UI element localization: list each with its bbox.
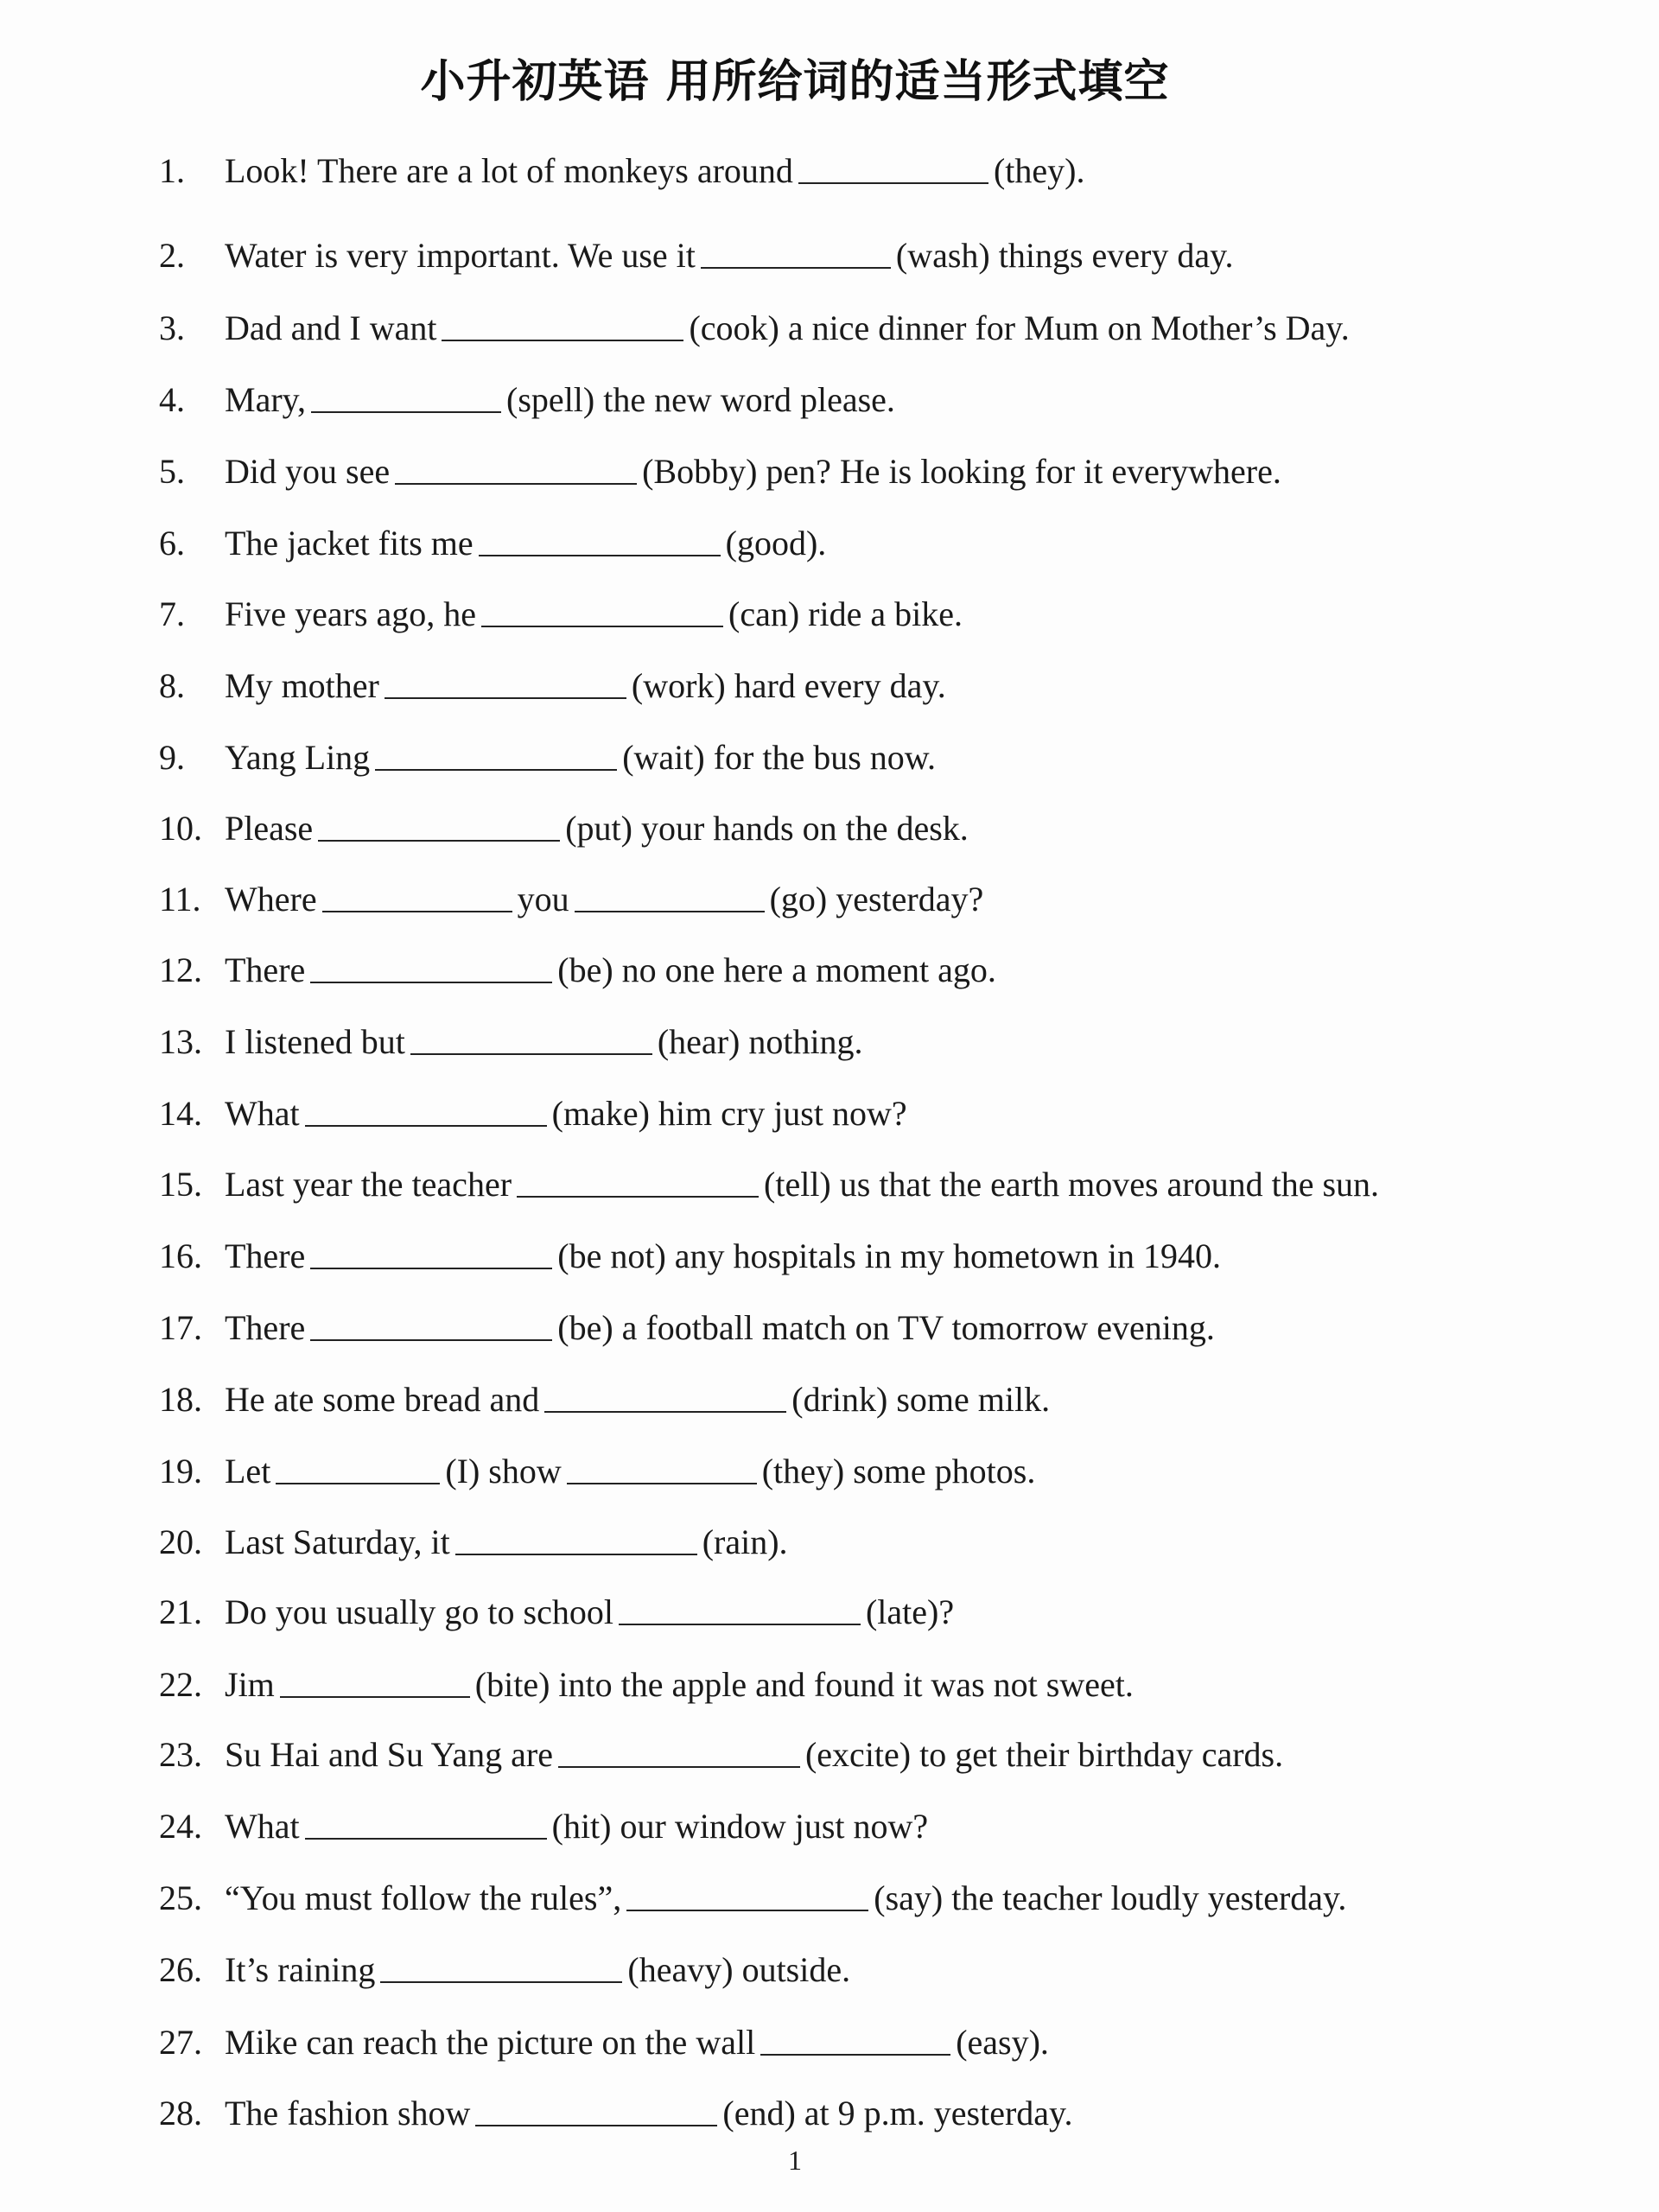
question-hint: (heavy) outside. [627,1950,851,1989]
answer-blank[interactable] [558,1732,800,1768]
answer-blank[interactable] [410,1019,652,1055]
question-item [159,232,1234,280]
question-mid-text: (I) show [445,1452,562,1491]
question-number: 11. [159,880,201,918]
question-number: 19. [159,1452,202,1491]
answer-blank[interactable] [567,1448,757,1484]
question-number: 1. [159,151,185,190]
answer-blank[interactable] [475,2090,717,2126]
question-text: Dad and I want [225,308,437,347]
question-item [159,2018,1049,2067]
question-hint: (be) no one here a moment ago. [557,950,996,989]
answer-blank[interactable] [544,1376,786,1413]
question-hint: (tell) us that the earth moves around the sun. [764,1165,1380,1204]
answer-blank[interactable] [575,876,765,912]
question-hint: (late)? [865,1592,955,1631]
question-hint: (wait) for the bus now. [622,738,937,777]
answer-blank[interactable] [311,377,501,413]
question-item [159,448,1281,496]
question-text: Last year the teacher [225,1165,512,1204]
question-hint: (be not) any hospitals in my hometown in 1940. [557,1236,1221,1275]
question-hint: (excite) to get their birthday cards. [804,1735,1284,1774]
question-text: Please [225,809,314,848]
question-number: 23. [159,1735,202,1774]
question-hint: (good). [725,524,827,563]
answer-blank[interactable] [310,1305,552,1341]
question-item [159,1447,1035,1496]
question-text: Where [225,880,317,918]
question-number: 7. [159,594,185,633]
question-number: 21. [159,1592,202,1631]
question-hint: (Bobby) pen? He is looking for it everywhere. [642,452,1281,491]
question-number: 8. [159,666,185,705]
question-text: Yang Ling [225,738,371,777]
question-text: What [225,1807,300,1846]
question-hint: (easy). [956,2023,1049,2062]
question-item [159,1731,1283,1779]
question-text: There [225,950,306,989]
question-item [159,1304,1215,1352]
question-text: Let [225,1452,271,1491]
question-number: 12. [159,950,202,989]
question-text: There [225,1236,306,1275]
question-number: 26. [159,1950,202,1989]
answer-blank[interactable] [305,1090,547,1127]
question-text: Mary, [225,380,307,419]
answer-blank[interactable] [280,1662,470,1698]
question-number: 28. [159,2094,202,2133]
question-hint: (end) at 9 p.m. yesterday. [722,2094,1073,2133]
question-item [159,1090,907,1138]
answer-blank[interactable] [310,947,552,983]
question-number: 24. [159,1807,202,1846]
question-text: Look! There are a lot of monkeys around [225,151,793,190]
question-number: 25. [159,1878,202,1917]
question-hint: (rain). [702,1522,788,1561]
question-item [159,2089,1072,2138]
question-mid-text: you [517,880,569,918]
question-number: 13. [159,1022,202,1061]
question-item [159,1874,1346,1923]
question-text: Water is very important. We use it [225,236,696,275]
answer-blank[interactable] [517,1161,759,1198]
question-item [159,1018,863,1066]
question-text: It’s raining [225,1950,376,1989]
page-number: 1 [788,2145,802,2176]
question-item [159,376,895,424]
question-hint: (cook) a nice dinner for Mum on Mother’s Day. [689,308,1350,347]
question-item [159,304,1350,353]
answer-blank[interactable] [479,520,721,556]
question-number: 6. [159,524,185,563]
question-hint: (can) ride a bike. [728,594,963,633]
question-text: “You must follow the rules”, [225,1878,622,1917]
question-hint: (say) the teacher loudly yesterday. [874,1878,1347,1917]
answer-blank[interactable] [385,663,626,699]
answer-blank[interactable] [481,591,723,627]
question-number: 5. [159,452,185,491]
answer-blank[interactable] [798,148,988,184]
question-hint: (be) a football match on TV tomorrow evening. [557,1308,1215,1347]
question-number: 3. [159,308,185,347]
answer-blank[interactable] [305,1803,547,1840]
question-number: 22. [159,1665,202,1704]
question-text: Do you usually go to school [225,1592,613,1631]
question-item [159,734,936,782]
question-number: 27. [159,2023,202,2062]
question-hint: (wash) things every day. [895,236,1234,275]
question-item [159,1802,928,1851]
question-hint: (bite) into the apple and found it was not sweet. [474,1665,1134,1704]
question-number: 18. [159,1380,202,1419]
answer-blank[interactable] [395,448,637,485]
question-text: Did you see [225,452,391,491]
question-hint: (make) him cry just now? [551,1094,907,1133]
answer-blank[interactable] [760,2019,950,2056]
question-item [159,590,963,639]
question-number: 10. [159,809,202,848]
answer-blank[interactable] [276,1448,440,1484]
question-text: Five years ago, he [225,594,477,633]
question-number: 14. [159,1094,202,1133]
question-hint: (go) yesterday? [769,880,984,918]
answer-blank[interactable] [626,1875,868,1911]
question-text: My mother [225,666,379,705]
question-text: The fashion show [225,2094,471,2133]
question-text: Jim [225,1665,275,1704]
question-text: I listened but [225,1022,405,1061]
answer-blank[interactable] [318,805,560,842]
answer-blank[interactable] [442,305,683,341]
question-number: 17. [159,1308,202,1347]
answer-blank[interactable] [310,1233,552,1269]
question-item [159,662,946,710]
question-text: Last Saturday, it [225,1522,450,1561]
answer-blank[interactable] [322,876,512,912]
question-hint: (hit) our window just now? [551,1807,929,1846]
question-text: He ate some bread and [225,1380,540,1419]
question-number: 16. [159,1236,202,1275]
answer-blank[interactable] [619,1589,861,1625]
question-number: 2. [159,236,185,275]
answer-blank[interactable] [380,1947,622,1983]
question-hint: (spell) the new word please. [506,380,895,419]
question-hint: (put) your hands on the desk. [565,809,969,848]
question-text: There [225,1308,306,1347]
question-number: 20. [159,1522,202,1561]
page-title: 小升初英语 用所给词的适当形式填空 [420,56,1170,108]
question-item [159,946,996,995]
question-number: 4. [159,380,185,419]
question-number: 9. [159,738,185,777]
question-hint: (they). [993,151,1085,190]
answer-blank[interactable] [455,1519,697,1555]
question-item [159,1160,1379,1209]
question-hint: (hear) nothing. [657,1022,863,1061]
question-item [159,1661,1134,1709]
question-text: Mike can reach the picture on the wall [225,2023,756,2062]
question-text: What [225,1094,300,1133]
question-number: 15. [159,1165,202,1204]
question-hint: (drink) some milk. [791,1380,1051,1419]
question-item [159,147,1084,195]
answer-blank[interactable] [375,734,617,771]
question-item [159,875,983,924]
question-hint: (work) hard every day. [631,666,946,705]
question-item [159,1518,788,1567]
answer-blank[interactable] [701,232,891,269]
question-hint: (they) some photos. [761,1452,1036,1491]
question-item [159,804,969,853]
question-item [159,1376,1050,1424]
question-item [159,1946,850,1994]
question-item [159,1588,954,1637]
question-text: The jacket fits me [225,524,474,563]
question-item [159,519,826,568]
question-text: Su Hai and Su Yang are [225,1735,553,1774]
question-item [159,1232,1221,1281]
